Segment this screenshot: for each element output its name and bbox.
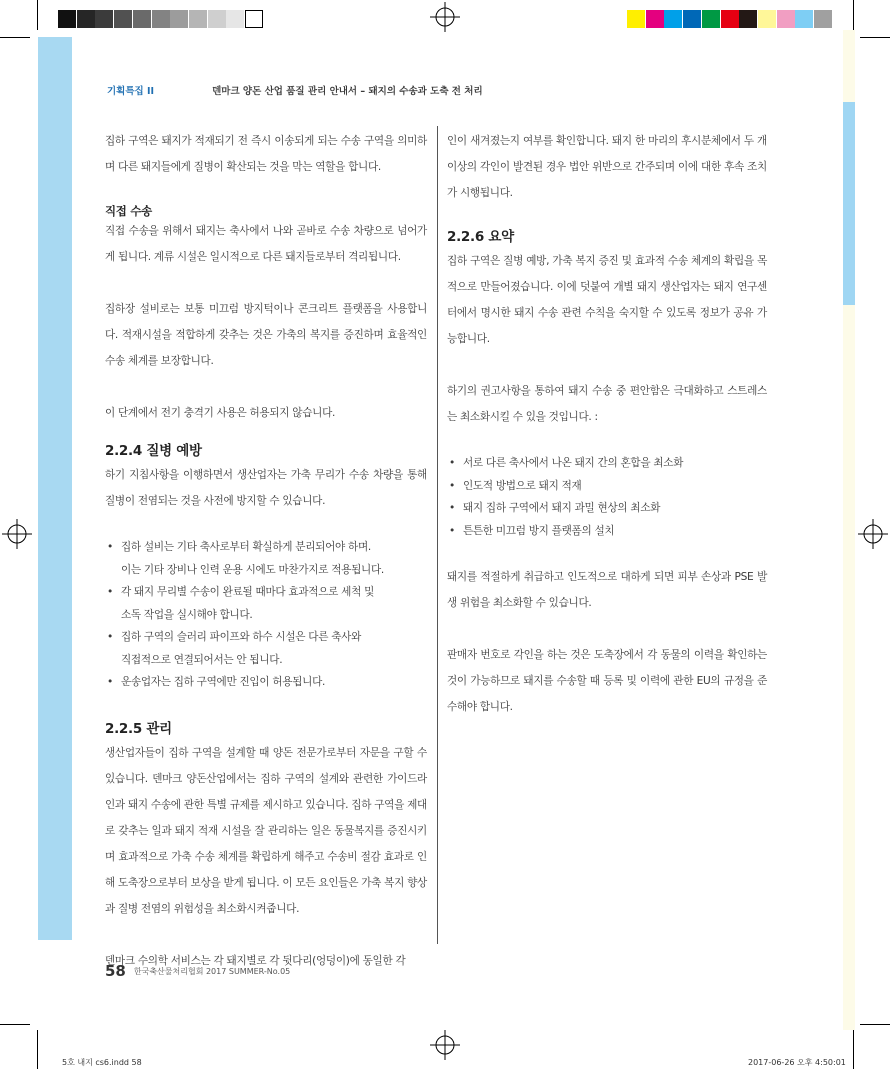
gray-step-swatch [77, 10, 95, 28]
color-patch-swatch [683, 10, 701, 28]
registration-mark-icon [858, 519, 888, 549]
paragraph: 돼지를 적절하게 취급하고 인도적으로 대하게 되면 피부 손상과 PSE 발생 위험을 최소화할 수 있습니다. [447, 571, 767, 609]
color-patch-swatch [702, 10, 720, 28]
crop-mark [37, 0, 38, 30]
paragraph: 생산업자들이 집하 구역을 설계할 때 양돈 전문가로부터 자문을 구할 수 있습니다. 덴마크 양돈산업에서는 집하 구역의 설계와 관련한 가이드라인과 돼지 수송에 관한 특별 규제를 제시하고 있습니다. 집하 구역을 제대로 갖추는 일과 돼지 적재 시설을 잘 관리하는 일은 동물복지를 증진시키며 효과적으로 가축 수송 체계를 확립하게 해주고 수송비 절감 효과로 인해 도축장으로부터 보상을 받게 됩니다. 이 모든 요인들은 가축 복지 향상과 질병 전염의 위험성을 최소화시켜줍니다. [105, 746, 427, 915]
header-section-title: 덴마크 양돈 산업 품질 관리 안내서 – 돼지의 수송과 도축 전 처리 [212, 86, 483, 97]
gray-step-swatch [208, 10, 226, 28]
list-item: • 서로 다른 축사에서 나온 돼지 간의 혼합을 최소화 [447, 452, 767, 475]
publication-info: 한국축산물처리협회 2017 SUMMER-No.05 [133, 967, 291, 976]
left-column [105, 128, 427, 974]
registration-mark-icon [430, 2, 460, 32]
section-heading-2-2-4: 2.2.4 질병 예방 [105, 443, 202, 459]
gray-step-swatch [58, 10, 76, 28]
paragraph: 판매자 번호로 각인을 하는 것은 도축장에서 각 동물의 이력을 확인하는 것이 가능하므로 돼지를 수송할 때 등록 및 이력에 관한 EU의 규정을 준수해야 합니다. [447, 649, 767, 713]
section-heading-2-2-5: 2.2.5 관리 [105, 720, 172, 737]
paragraph: 이 단계에서 전기 충격기 사용은 허용되지 않습니다. [105, 407, 336, 419]
gray-step-swatch [189, 10, 207, 28]
crop-mark [860, 1024, 890, 1025]
list-item: • 운송업자는 집하 구역에만 진입이 허용됩니다. [105, 671, 427, 694]
paragraph: 인이 새겨졌는지 여부를 확인합니다. 돼지 한 마리의 후시분체에서 두 개 이상의 각인이 발견된 경우 법안 위반으로 간주되며 이에 대한 후속 조치가 시행됩니다. [447, 135, 767, 199]
paragraph: 하기 지침사항을 이행하면서 생산업자는 가축 무리가 수송 차량을 통해 질병이 전염되는 것을 사전에 방지할 수 있습니다. [105, 469, 427, 507]
crop-mark [853, 1030, 854, 1069]
list-item: • 인도적 방법으로 돼지 적재 [447, 475, 767, 498]
registration-mark-icon [2, 519, 32, 549]
list-item: • 집하 구역의 슬러리 파이프와 하수 시설은 다른 축사와 직접적으로 연결되어서는 안 됩니다. [105, 626, 427, 671]
gray-step-swatch [226, 10, 244, 28]
crop-mark [0, 37, 30, 38]
paragraph: 덴마크 수의학 서비스는 각 돼지별로 각 뒷다리(엉덩이)에 동일한 각 [105, 954, 406, 967]
color-patch-swatch [664, 10, 682, 28]
list-item: • 돼지 집하 구역에서 돼지 과밀 현상의 최소화 [447, 497, 767, 520]
header-series: 기획특집 II [107, 86, 155, 97]
right-column [447, 128, 767, 720]
color-patch-swatch [627, 10, 645, 28]
section-heading-2-2-6: 2.2.6 요약 [447, 229, 514, 245]
list-item: • 튼튼한 미끄럼 방지 플랫폼의 설치 [447, 520, 767, 543]
list-item: • 각 돼지 무리별 수송이 완료될 때마다 효과적으로 세척 및 소독 작업을 실시해야 합니다. [105, 581, 427, 626]
gray-step-swatch [245, 10, 263, 28]
slug-file-name: 5호 내지 cs6.indd 58 [62, 1058, 142, 1067]
crop-mark [37, 1030, 38, 1069]
column-divider [437, 126, 438, 944]
crop-mark [853, 0, 854, 30]
gray-step-swatch [152, 10, 170, 28]
page-number: 58 [105, 962, 126, 980]
running-header [107, 83, 483, 97]
color-patch-swatch [739, 10, 757, 28]
left-accent-bar [38, 37, 72, 940]
subheading-direct-transport: 직접 수송 [105, 204, 152, 218]
right-accent-bar [843, 102, 855, 305]
color-patch-swatch [777, 10, 795, 28]
color-patch-swatch [758, 10, 776, 28]
gray-step-swatch [133, 10, 151, 28]
paragraph: 하기의 권고사항을 통하여 돼지 수송 중 편안함은 극대화하고 스트레스는 최소화시킬 수 있을 것입니다. : [447, 385, 767, 423]
list-item: • 집하 설비는 기타 축사로부터 확실하게 분리되어야 하며. 이는 기타 장비나 인력 운용 시에도 마찬가지로 적용됩니다. [105, 536, 427, 581]
paragraph: 집하 구역은 질병 예방, 가축 복지 증진 및 효과적 수송 체계의 확립을 목적으로 만들어졌습니다. 이에 덧붙여 개별 돼지 생산업자는 돼지 연구센터에서 명시한 돼지 수송 관련 수칙을 숙지할 수 있도록 정보가 공유 가능합니다. [447, 255, 767, 345]
registration-mark-icon [430, 1030, 460, 1060]
slug-timestamp: 2017-06-26 오후 4:50:01 [748, 1058, 846, 1067]
page-footer [105, 962, 290, 980]
color-patch-swatch [721, 10, 739, 28]
paragraph: 집하 구역은 돼지가 적재되기 전 즉시 이송되게 되는 수송 구역을 의미하며 다른 돼지들에게 질병이 확산되는 것을 막는 역할을 합니다. [105, 135, 427, 173]
gray-step-swatch [114, 10, 132, 28]
crop-mark [0, 1024, 30, 1025]
paragraph: 직접 수송을 위해서 돼지는 축사에서 나와 곧바로 수송 차량으로 넘어가게 됩니다. 계류 시설은 일시적으로 다른 돼지들로부터 격리됩니다. [105, 225, 427, 263]
bullet-list [447, 452, 767, 542]
bullet-list [105, 536, 427, 694]
gray-step-swatch [170, 10, 188, 28]
color-patch-swatch [646, 10, 664, 28]
paragraph: 집하장 설비로는 보통 미끄럼 방지턱이나 콘크리트 플랫폼을 사용합니다. 적재시설을 적합하게 갖추는 것은 가축의 복지를 증진하며 효율적인 수송 체계를 보장합니다. [105, 303, 427, 367]
color-patch-swatch [795, 10, 813, 28]
color-patch-swatch [814, 10, 832, 28]
crop-mark [860, 37, 890, 38]
gray-step-swatch [95, 10, 113, 28]
